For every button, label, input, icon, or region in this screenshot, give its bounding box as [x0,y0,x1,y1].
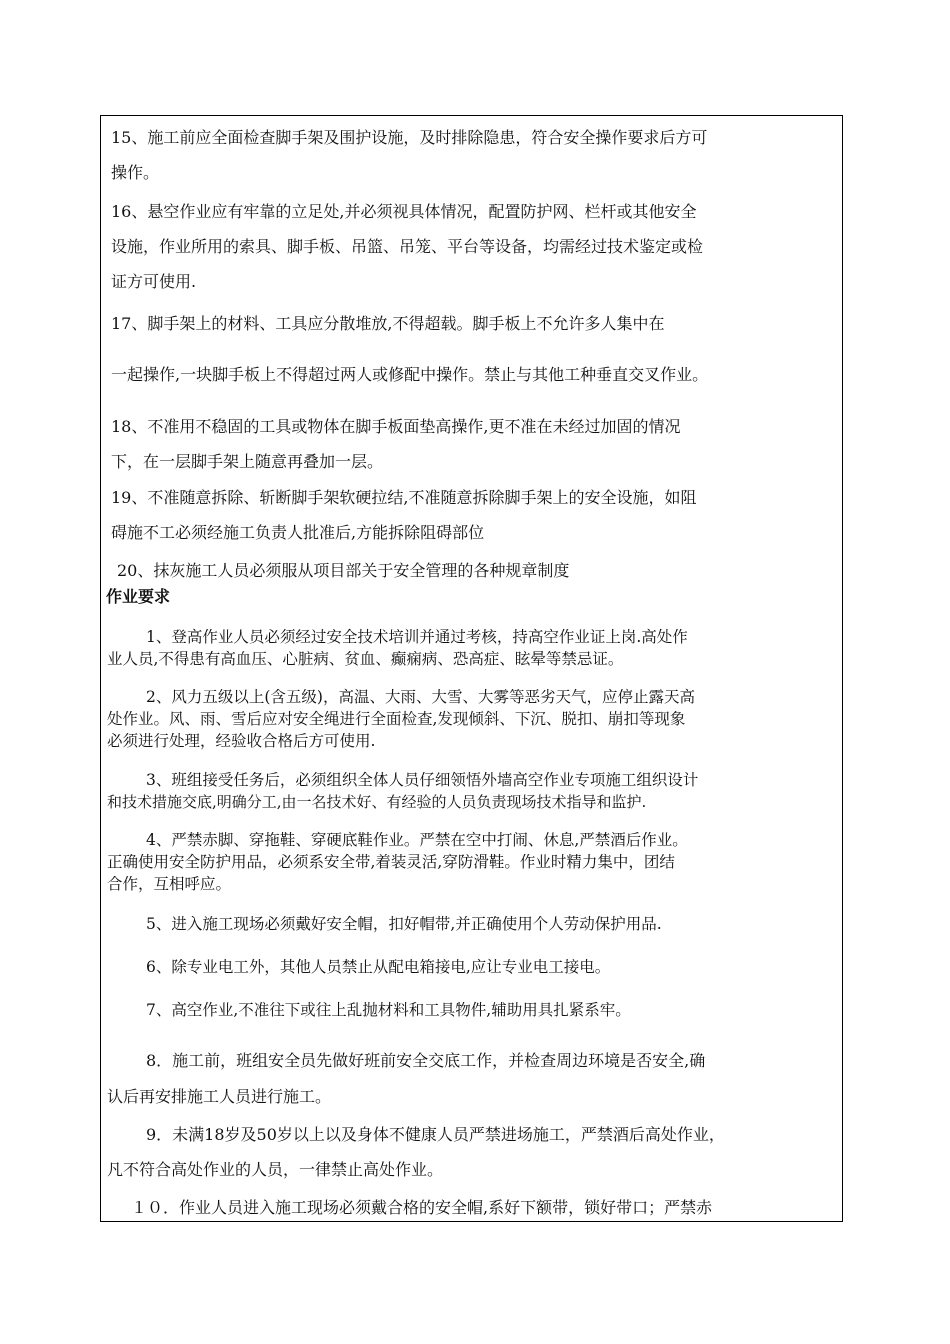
rule-16-line-3: 证方可使用. [111,272,197,291]
rule-15-line-2: 操作。 [111,163,160,182]
requirement-5-line-1: 5、进入施工现场必须戴好安全帽，扣好帽带,并正确使用个人劳动保护用品. [146,915,662,933]
requirement-10-line-1: １０．作业人员进入施工现场必须戴合格的安全帽,系好下额带，锁好带口；严禁赤 [131,1198,713,1217]
rule-19-line-1: 19、不准随意拆除、斩断脚手架软硬拉结,不准随意拆除脚手架上的安全设施，如阻 [111,488,697,507]
rule-17-line-2: 一起操作,一块脚手板上不得超过两人或修配中操作。禁止与其他工种垂直交叉作业。 [111,365,709,384]
requirement-8-line-2: 认后再安排施工人员进行施工。 [107,1087,332,1106]
requirement-4-line-3: 合作，互相呼应。 [107,875,232,893]
rule-18-line-2: 下，在一层脚手架上随意再叠加一层。 [111,452,384,471]
rule-20-line-1: 20、抹灰施工人员必须服从项目部关于安全管理的各种规章制度 [117,561,570,580]
rule-17-line-1: 17、脚手架上的材料、工具应分散堆放,不得超载。脚手板上不允许多人集中在 [111,314,665,333]
requirement-6-line-1: 6、除专业电工外，其他人员禁止从配电箱接电,应让专业电工接电。 [146,958,611,976]
requirement-1-line-2: 业人员,不得患有高血压、心脏病、贫血、癫痫病、恐高症、眩晕等禁忌证。 [107,650,624,668]
requirement-8-line-1: 8．施工前，班组安全员先做好班前安全交底工作，并检查周边环境是否安全,确 [146,1051,706,1070]
rule-16-line-2: 设施，作业所用的索具、脚手板、吊篮、吊笼、平台等设备，均需经过技术鉴定或检 [111,237,704,256]
requirement-9-line-2: 凡不符合高处作业的人员，一律禁止高处作业。 [107,1160,444,1179]
requirement-2-line-3: 必须进行处理，经验收合格后方可使用. [107,732,376,750]
requirement-2-line-2: 处作业。风、雨、雪后应对安全绳进行全面检查,发现倾斜、下沉、脱扣、崩扣等现象 [107,710,686,728]
requirement-4-line-2: 正确使用安全防护用品，必须系安全带,着装灵活,穿防滑鞋。作业时精力集中，团结 [107,853,675,871]
rule-19-line-2: 碍施不工必须经施工负责人批准后,方能拆除阻碍部位 [111,523,485,542]
content-table [100,115,843,1222]
rule-15-line-1: 15、施工前应全面检查脚手架及围护设施，及时排除隐患，符合安全操作要求后方可 [111,128,708,147]
requirement-9-line-1: 9．未满18岁及50岁以上以及身体不健康人员严禁进场施工，严禁酒后高处作业， [146,1125,725,1144]
requirement-3-line-1: 3、班组接受任务后，必须组织全体人员仔细领悟外墙高空作业专项施工组织设计 [146,771,699,789]
requirement-1-line-1: 1、登高作业人员必须经过安全技术培训并通过考核，持高空作业证上岗.高处作 [146,628,688,646]
section-heading: 作业要求 [106,587,171,606]
rule-18-line-1: 18、不准用不稳固的工具或物体在脚手板面垫高操作,更不准在未经过加固的情况 [111,417,681,436]
rule-16-line-1: 16、悬空作业应有牢靠的立足处,并必须视具体情况，配置防护网、栏杆或其他安全 [111,202,697,221]
requirement-3-line-2: 和技术措施交底,明确分工,由一名技术好、有经验的人员负责现场技术指导和监护. [107,793,647,811]
requirement-4-line-1: 4、严禁赤脚、穿拖鞋、穿硬底鞋作业。严禁在空中打闹、休息,严禁酒后作业。 [146,831,688,849]
requirement-7-line-1: 7、高空作业,不准往下或往上乱抛材料和工具物件,辅助用具扎紧系牢。 [146,1001,631,1019]
requirement-2-line-1: 2、风力五级以上(含五级)，高温、大雨、大雪、大雾等恶劣天气，应停止露天高 [146,688,695,706]
